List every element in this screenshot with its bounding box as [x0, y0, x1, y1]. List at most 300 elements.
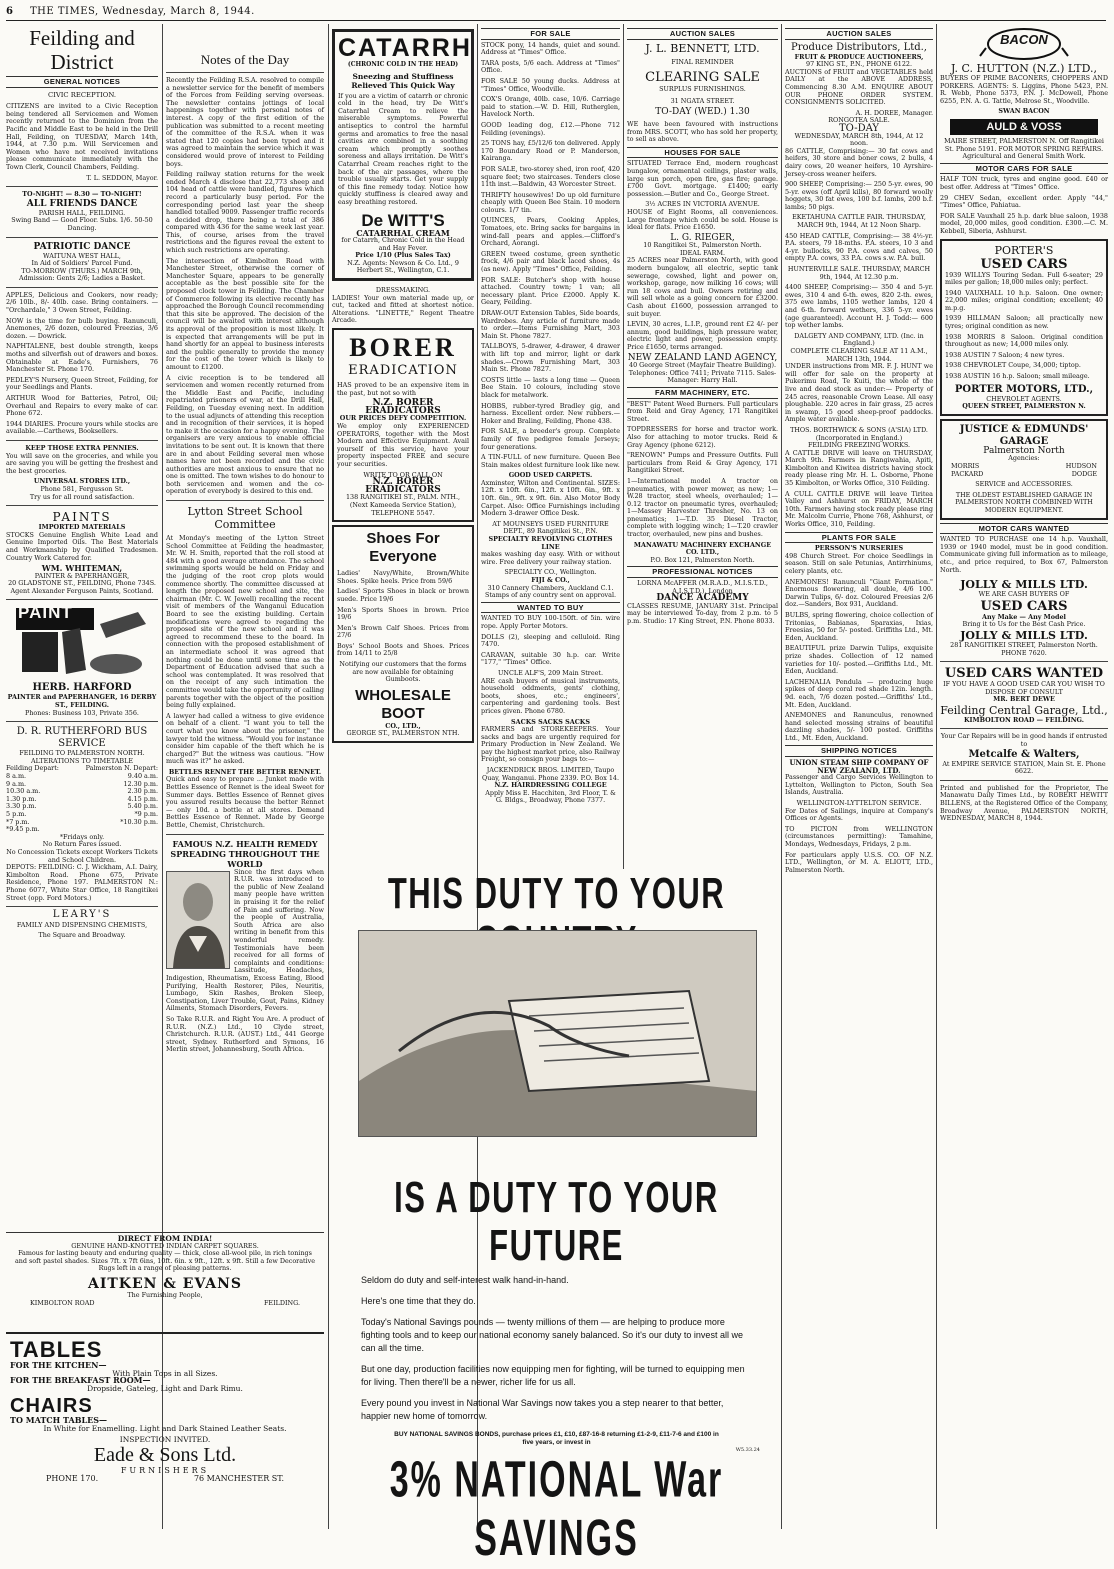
timetable-cell: 9 a.m.: [6, 779, 27, 788]
house-item: L. G. RIEGER,: [670, 232, 735, 243]
india-body: Famous for lasting beauty and enduring quality — thick, close all-wool pile, in rich tonings and soft pastel shades. Sizes 7ft. x 7ft 6ins, 10ft. 6in. x 9ft., 12ft. x 9ft. Still a few Decorative Rugs left in a range of pleasing patterns.: [14, 1249, 316, 1273]
shoes-title: Shoes For Everyone: [366, 530, 440, 566]
imprint: Printed and published for the Proprietor, The Manawatu Daily Times Ltd., by ROBERT HEWITT BILLENS, at the Registered Office of the Company, Broadway Avenue, PALMERSTON NORTH, WEDNESDAY, MARCH 8, 1944.: [940, 783, 1108, 823]
justice-make: PACKARD: [951, 469, 984, 478]
lytton-title: Lytton Street School Committee: [187, 505, 303, 532]
lytton-paragraph: At Monday's meeting of the Lytton Street School Committee at Feilding the headmaster, Mr. W. H. Smith, reported that the roll stood at 484 with a good average attendance. The school swimming sports would be held on Friday and the judging of the root crop plots would commence shortly. The committee discussed at length the proposed new school and site, the chairman (Mr. C. W. Jewell) recalling the recent visit of members of the Wanganui Education Board to see the existing building. Certain modifications were agreed to regarding the proposed site of the new school and it was agreed to recommend these to the board. In connection with the proposed establishment of an intermediate school it was agreed that nothing could be done until some time as the Department of Education advised that such a school was contemplated. It was resolved that on the receipt of any such intimation the committee would take the opportunity of calling parents together with the object of the position being fully explained.: [166, 534, 324, 710]
produce-address: 97 KING ST., P.N., PHONE 6122.: [806, 60, 912, 69]
chairs-sub: TO MATCH TABLES—: [10, 1415, 107, 1426]
for-sale-item: COX'S Orange, 40lb. case, 10/6. Carriage paid to station.—W. D. Hill, Rutherglen, Havelock North.: [481, 95, 620, 119]
bennett-final: FINAL REMINDER: [671, 57, 734, 66]
inspection-invited: INSPECTION INVITED.: [119, 1434, 211, 1444]
bettles-header: BETTLES RENNET THE BETTER RENNET.: [168, 767, 322, 776]
tables-title: TABLES: [10, 1337, 103, 1362]
classified-ad: 1944 DIARIES. Procure yours while stocks are available.—Carthews, Booksellers.: [6, 419, 158, 436]
timetable-cell: *7 p.m.: [6, 817, 30, 826]
house-item: NEW ZEALAND LAND AGENCY,: [627, 352, 778, 363]
remedy-body: Since the first days when R.U.R. was introduced to the public of New Zealand many people have written in praising it for the relief of Pain and suffering. Now the people of Australia, South Africa are also writing in benefit from this wonderful remedy. Testimonials have been received for all forms of complaints and conditions: Lassitude, Headaches, Indigestion, Rheumatism, Excess Eating, Blood Purifying, Health Restorer, Piles, Neuritis, Lumbago, Skin Rashes, Broken Sleep, Constipation, Liver Trouble, Gout, Pains, Kidney Ailments, Stomach Disorders, Fevers.: [166, 867, 324, 1013]
tables-ad: [6, 1332, 324, 1532]
wanted-item: ARE cash buyers of musical instruments, household oddments, gents' clothing, boots, shoes, etc.; engineers', carpentering and gardening tools. Best prices given. Phone 6780.: [481, 676, 620, 715]
for-sale-item: DRAW-OUT Extension Tables, Side boards, Wardrobes. Any article of furniture made to order.—Items Furnishing Mart, 303 Main St. Phone 7827.: [481, 309, 620, 340]
notes-title: Notes of the Day: [200, 52, 290, 67]
wholesale-co: CO., LTD.,: [385, 721, 421, 730]
porters-title: PORTER'S: [994, 243, 1054, 257]
picton-service: TO PICTON from WELLINGTON (circumstances permitting): Tamahine, Mondays, Wednesdays, Fridays, 2 p.m.: [785, 824, 933, 848]
professional-body: LORNA McAFFER (M.R.A.D., M.I.S.T.D., A.I.S.T.D.), London: [637, 579, 768, 595]
eade-name: Eade & Sons Ltd.: [93, 1444, 237, 1467]
tables-kitchen: FOR THE KITCHEN—: [10, 1360, 107, 1370]
sacks-body: FARMERS and STOREKEEPERS. Your sacks and bags are urgently required for Primary Production in New Zealand. We pay the highest market price, also Railway Freight, so consign your bags to:—: [481, 725, 620, 764]
patriotic-dance-admission: Admission: Gents 2/6; Ladies a Basket.: [18, 274, 146, 283]
column-6: [785, 26, 933, 1531]
paint-word: PAINT: [18, 603, 73, 623]
house-item: 3½ ACRES IN VICTORIA AVENUE.: [645, 200, 760, 209]
house-item: HOUSE of Eight Rooms, all conveniences. Large frontage which could be sold. House is ideal for flats. Price £1650.: [627, 207, 778, 232]
jolly-cash: WE ARE CASH BUYERS OF: [978, 590, 1070, 599]
learys-name: LEARY'S: [52, 909, 112, 921]
feilding-garage: Feilding Central Garage, Ltd.,: [940, 703, 1108, 717]
masthead-title: THE TIMES, Wednesday, March 8, 1944.: [30, 6, 255, 17]
timetable-cell: 9.40 a.m.: [127, 772, 158, 781]
timetable-cell: 10.30 a.m.: [6, 787, 41, 796]
borer-company: N.Z. BORER ERADICATORS: [365, 398, 441, 416]
catarrh-body: If you are a victim of catarrh or chronic cold in the head, try De Witt's Catarrhal Cream to relieve the miserable symptoms. Powerful antiseptics to control the harmful germs and aromatics to free the nasal cavities are combined in a soothing cream which promptly soothes soreness and allays irritation. De Witt's Catarrhal Cream reaches right to the back of the air passages, where the trouble usually starts. Get your supply of this fine remedy today. Notice how quickly stuffiness is cleared away and easy breathing restored.: [338, 91, 468, 206]
produce-name: Produce Distributors, Ltd.,: [791, 41, 927, 53]
dance-title: ALL FRIENDS DANCE: [26, 198, 138, 209]
rongotea-sale: RONGOTEA SALE.: [828, 116, 890, 125]
for-sale-item: STOCK pony, 14 hands, quiet and sound. Address at "Times" Office.: [481, 40, 620, 57]
porters-item: 1938 AUSTIN 16 h.p. Saloon; small mileage.: [945, 372, 1090, 381]
persson-body: 498 Church Street. For choice Seedlings in season. Still on sale Petunias, Antirrhinums, celery plants, etc.: [785, 551, 933, 575]
under-instructions: UNDER instructions from MR. F. J. HUNT we will offer for sale on the property at Pukerimu Road, Te Kuiti, the whole of the live and dead stock as under:— Property of 245 acres, reasonable Crown Lease. All easy ploughable. 220 acres in fair grass, 25 acres in swamp, 15 good sheep-proof paddocks. Ample water available.: [785, 362, 933, 424]
hutton-body: BUYERS OF PRIME BACONERS, CHOPPERS AND PORKERS. AGENTS: S. Liggins, Phone 5423, P.N. R. Webb, Phone 5373, P.N. J. McDowell, Phone 6255, P.N. A. G. Tattle, Melrose St., Woodville.: [940, 74, 1108, 105]
auction-sales-header: AUCTION SALES: [627, 28, 778, 40]
catarrh-title: CATARRH: [338, 34, 472, 62]
house-item: 40 George Street (Mayfair Theatre Building). Telephones: Office 7411; Private 7115. Sales-Manager: Harry Hall.: [628, 361, 777, 385]
for-sale-item: FOR SALE, a breeder's group. Complete family of five pedigree female Jerseys; four generations.: [481, 427, 620, 451]
borthwick: THOS. BORTHWICK & SONS (A'SIA) LTD. (Incorporated in England.): [790, 425, 928, 442]
jolly-bring: Bring it to Us for the Best Cash Price.: [962, 620, 1086, 629]
duty-paragraph: But one day, production facilities now equipping men for fighting, will be turned to equipping men for living. Then there'll be a newer, richer life for us all.: [361, 1364, 745, 1387]
national-war-savings: 3% NATIONAL War SAVINGS: [389, 1451, 724, 1567]
farm-item: 1—International model A tractor on pneumatics, with power mower, as new; 1—W.28 tractor, steel wheels, overhauled; 1—0.12 tractor on pneumatic tyres, overhauled; 1—Massey Harvester Thresher, No. 13 on pneumatics; 1—T.D. 35 Diesel Tractor, complete with logging winch; 1—T.20 crawler tractor, overhauled, new pins and bushes.: [627, 476, 778, 539]
plant-item: ANEMONES! Ranunculi "Giant Formation." Enormous flowering, all double, 4/6 100. Darwin Tulips, 6/- doz. Coloured Freesias 2/6 doz.—Sanders, Box 931, Auckland.: [785, 577, 933, 609]
for-sale-item: 25 TONS hay, £5/12/6 ton delivered. Apply 170 Boundary Road or P. Manderson, Kairanga.: [481, 139, 620, 163]
for-sale-item: GOOD leading dog, £12.—Phone 712 Feilding (evenings).: [481, 120, 620, 137]
tables-breakfast-sub: Dropside, Gateleg, Light and Dark Rimu.: [87, 1383, 243, 1393]
justice-make: HUDSON: [1065, 462, 1097, 470]
man-portrait-icon: [167, 872, 229, 968]
classified-ad: ARTHUR Wood for Batteries, Petrol, Oil; Overhaul and Repairs to every make of car. Phone 672.: [6, 394, 158, 418]
eade-furnishers: FURNISHERS: [120, 1466, 210, 1476]
persson-name: PERSSON'S NURSERIES: [814, 544, 904, 553]
justice-make: MORRIS: [951, 462, 980, 470]
timetable-col-header: Feilding Depart:: [6, 764, 59, 773]
jolly-phone: PHONE 7620.: [1001, 648, 1047, 657]
universal-tagline: Try us for all round satisfaction.: [29, 492, 135, 501]
column-4: [481, 26, 620, 864]
aitken-address: [6, 1300, 324, 1308]
bacon-logo: [940, 26, 1108, 62]
dance-hall: PARISH HALL, FEILDING.: [38, 208, 126, 217]
borer-title: BORER: [349, 333, 457, 363]
column-5: [627, 26, 778, 864]
carpets-header: GOOD USED CARPETS.: [508, 471, 593, 480]
duty-paragraph: Seldom do duty and self-interest walk hand-in-hand.: [361, 1275, 569, 1285]
auld-voss-banner: AULD & VOSS: [950, 119, 1098, 135]
plant-item: BEAUTIFUL prize Darwin Tulips, exquisite prize shades. Collection of 12 named varieties for 10/- posted.—Griffiths Ltd., Mt. Eden, Auckland.: [785, 644, 933, 676]
eade-address: 76 MANCHESTER ST.: [193, 1473, 284, 1483]
union-company: UNION STEAM SHIP COMPANY OF NEW ZEALAND, LTD.: [789, 758, 929, 775]
patriotic-dance-title: PATRIOTIC DANCE: [33, 241, 131, 252]
motor-item: 29 CHEV Sedan, excellent order. Apply "44," "Times" Office, Pahiatua.: [940, 193, 1108, 210]
for-sale-item: THRIFTY housewives! Do up old furniture cheaply with Queen Bee Stain. 10 modern colours. 1/7 tin.: [481, 190, 620, 214]
swan-bacon: SWAN BACON: [998, 107, 1050, 116]
timetable-cell: 1.30 p.m.: [6, 794, 37, 803]
wholesale-title: WHOLESALE BOOT: [355, 686, 451, 722]
dewitt-price: Price 1/10 (Plus Sales Tax): [355, 251, 451, 260]
witness-paragraph: A lawyer had called a witness to give evidence on behalf of a client. "I want you to tell the court what you know about the prisoner," the lawyer told the witness. "Would you for instance consider him capable of the theft which he is charged?" But the witness was cautious. "How much was it?" he asked.: [166, 711, 324, 766]
plant-item: LACHENALIA Pendula — producing huge spikes of deep coral red shade 12in. length. 9d. each, 7/6 dozen posted.—Griffiths' Ltd., Mt. Eden, Auckland.: [785, 677, 933, 709]
shoes-item: Boys' School Boots and Shoes. Prices from 14/11 to 25/8: [337, 641, 469, 658]
house-item: 25 ACRES near Palmerston North, with good modern bungalow, all electric, septic tank sewerage, cowshed, light and power on, workshop, garage, now milking 16 cows; will run 18 cows and bull. Owners retiring and will sell whole as a going concern for £3200. Cash about £1600, possession arranged to suit buyer.: [627, 256, 778, 318]
whiteman-sub: PAINTER & PAPERHANGER,: [34, 571, 130, 580]
plants-header: PLANTS FOR SALE: [785, 532, 933, 544]
house-item: LEVIN, 30 acres, L.I.P., ground rent £2 4/- per annum, good buildings, high pressure water, electric light and power, possession empty. Price £1650, terms arranged.: [627, 320, 778, 351]
bus-note: No Concession Tickets except Workers Tickets and School Children.: [6, 847, 158, 864]
farm-machinery-header: FARM MACHINERY, ETC.: [627, 387, 778, 399]
column-divider: [623, 24, 624, 869]
jolly-any: Any Make — Any Model: [982, 612, 1066, 621]
timetable-cell: 5.40 p.m.: [127, 802, 158, 811]
bus-depots: DEPOTS: FEILDING: C. J. Wickham, A.I. Dairy, Kimbolton Road. Phone 675, Private Residence, Phone 197. PALMERSTON N.: Phone 6077, White Star Office, 18 Rangitikei Street (opp. Ford Motors.): [6, 863, 158, 902]
fiji-address: 310 Cannery Chambers, Auckland C.1.: [487, 583, 614, 592]
classified-ad: PEDLEY'S Nursery, Queen Street, Feilding, for your Seedlings and Plants.: [6, 375, 158, 392]
dewitt-agents: N.Z. Agents: Newson & Co. Ltd., 9 Herbert St., Wellington, C.1.: [347, 258, 459, 275]
today-label: TO-DAY: [838, 122, 880, 134]
produce-manager: A. H. DOREE, Manager.: [855, 108, 933, 117]
borer-sub: ERADICATION: [348, 363, 458, 379]
bus-note: No Return Fares issued.: [42, 840, 122, 849]
borer-prices: OUR PRICES DEFY COMPETITION.: [339, 414, 467, 423]
paints-title: PAINTS: [52, 510, 112, 525]
dance-academy: DANCE ACADEMY: [656, 593, 749, 604]
general-notices-header: GENERAL NOTICES: [6, 76, 158, 88]
used-cars-title: USED CARS: [980, 256, 1068, 272]
hutton-name: J. C. HUTTON (N.Z.) LTD.,: [950, 62, 1098, 75]
timetable-cell: 4.15 p.m.: [127, 794, 158, 803]
paints-sub: IMPORTED MATERIALS: [38, 523, 126, 532]
column-2: [166, 26, 324, 1054]
wlyt-body: For Dates of Sailings, inquire at Company's Offices or Agents.: [785, 806, 933, 823]
column-divider: [936, 24, 937, 1529]
harford-sub: PAINTER and PAPERHANGER, 16 DERBY ST., FEILDING.: [7, 693, 157, 710]
farm-item: "RENOWN" Pumps and Pressure Outfits. Full particulars from Reid & Gray Agency, 171 Rangitikei Street.: [627, 451, 778, 475]
mounseys: AT MOUNSEYS USED FURNITURE DEPT., 89 Rangitikei St., P.N.: [492, 519, 609, 536]
shoes-item: Men's Sports Shoes in brown. Price 19/6: [337, 605, 469, 622]
column-3: [332, 26, 474, 864]
used-cars-wanted-body: IF YOU HAVE A GOOD USED CAR YOU WISH TO DISPOSE OF CONSULT: [943, 680, 1105, 696]
house-item: 10 Rangitikei St., Palmerston North.: [643, 241, 762, 250]
duty-paragraph: Here's one time that they do.: [361, 1296, 476, 1306]
bennett-time: TO-DAY (WED.) 1.30: [655, 107, 750, 118]
porter-motors-address: QUEEN STREET, PALMERSTON N.: [962, 402, 1086, 411]
feilding-garage-address: KIMBOLTON ROAD — FEILDING.: [963, 715, 1084, 724]
jolly-mills-2: JOLLY & MILLS LTD.: [960, 628, 1088, 642]
dressmaking-body: LADIES! Your own material made up, or cut, tacked and fitted at shortest notice. Alterations. "LINETTE," Regent Theatre Arcade.: [332, 293, 474, 325]
clothesline-co: SPECIALTY CO., Wellington.: [504, 568, 597, 577]
eade-contact: [6, 1475, 324, 1483]
sale-item: 450 HEAD CATTLE, Comprising:— 38 4½-yr. P.A. steers, 79 18-mths. P.A. steers, 10 3 and 4-yr. bullocks, 90 P.A. cows and calves, 50 empty P.A. cows, 33 P.A. cows s.w. P.A. bull.: [785, 231, 933, 263]
shoes-note: Notifying our customers that the forms are now available for obtaining Gumboots.: [339, 660, 467, 684]
civic-reception-header: CIVIC RECEPTION.: [47, 90, 117, 99]
civic-reception-sign: T. L. SEDDON, Mayor.: [86, 173, 158, 182]
masthead: [6, 6, 1106, 20]
today-when: WEDNESDAY, MARCH 8th, 1944, At 12 noon.: [794, 131, 924, 148]
shipping-header: SHIPPING NOTICES: [785, 745, 933, 757]
justice-name: JUSTICE & EDMUNDS' GARAGE: [959, 423, 1089, 447]
shoes-ad: [332, 525, 474, 743]
paint-illustration: [6, 604, 158, 682]
produce-body: AUCTIONS of FRUIT and VEGETABLES held DAILY at the ABOVE ADDRESS, Commencing 8.30 A.M. ENQUIRE ABOUT OUR PHONE ORDER SYSTEM. CONSIGNMENTS SOLICITED.: [785, 67, 933, 107]
catarrh-ad: [332, 29, 474, 281]
dewitt-name: De WITT'S: [361, 210, 445, 230]
wholesale-address: GEORGE ST., PALMERSTON NTH.: [346, 729, 460, 738]
for-sale-item: FOR SALE 50 young ducks. Address at "Times" Office, Woodville.: [481, 76, 620, 93]
shoes-item: Ladies' Sports Shoes in black or brown suede. Price 19/6: [337, 587, 469, 603]
patriotic-dance-place: WAITUNA WEST HALL,: [43, 251, 121, 260]
for-sale-item: HOBBS, rubber-tyred Bradley gig, and harness. Excellent order. New rubbers.—Hoker and Braling, Feilding, Phone 438.: [481, 401, 620, 425]
for-sale-item: GREEN tweed costume, green synthetic frock, 4/6 pair and black laced shoes, 4s (as new). Apply "Times" Office, Feilding.: [481, 249, 620, 274]
timetable-cell: 12.30 p.m.: [123, 779, 158, 788]
remedy-tail: So Take R.U.R. and Right You Are. A product of R.U.R. (N.Z.) Ltd., 10 Clyde street, Christchurch. R.U.R. (AUST.) Ltd., 441 George street, Sydney. Rutherford and Symons, 16 Merlin street, Johannesburg, South Africa.: [166, 1014, 324, 1054]
motor-cars-header: MOTOR CARS FOR SALE: [940, 163, 1108, 175]
learys-sub: FAMILY AND DISPENSING CHEMISTS,: [16, 920, 148, 929]
for-sale-item: FOR SALE, two-storey shed, iron roof, 420 square feet; two staircases. Tenders close 11th inst.—Baldwin, 43 Worcester Street.: [481, 164, 620, 189]
justice-ad: [940, 419, 1108, 520]
clearing-sale: COMPLETE CLEARING SALE AT 11 A.M., MARCH 13th, 1944.: [790, 346, 928, 363]
justice-makes-row: [945, 471, 1103, 479]
harford-phones: Phones: Business 103, Private 356.: [25, 708, 139, 717]
farm-item: "BEST" Patent Weed Burners. Full particulars from Reid and Gray Agency, 171 Rangitikei Street.: [627, 399, 778, 423]
whiteman-name: WM. WHITEMAN,: [41, 563, 123, 574]
tables-breakfast: FOR THE BREAKFAST ROOM—: [10, 1375, 151, 1386]
porters-item: 1940 VAUXHALL 10 h.p. Saloon. One owner; 22,000 miles; original condition; excellent; 40 m.p.g.: [945, 288, 1103, 312]
hand-illustration: [358, 930, 757, 1137]
learys-address: The Square and Broadway.: [38, 931, 126, 940]
civic-reception-body: CITIZENS are invited to a Civic Reception being tendered all Servicemen and Women recently returned to the Dominion from the Pacific and Middle East to be held in the Drill Hall, Feilding, on TUESDAY, March 14th, 1944, at 7.30 p.m. Will Servicemen and Women who have not received invitations please communicate immediately with the Town Clerk, Council Chambers, Feilding.: [6, 102, 158, 171]
sale-item: 86 CATTLE, Comprising:— 30 fat cows and heifers, 30 store and boner cows, 2 bulls, 4 dairy cows, 20 weaner heifers, 10 Ayrshire-Jersey-cross weaner heifers.: [785, 146, 933, 178]
porters-item: 1938 MORRIS 8 Saloon. Original condition throughout as new; 14,000 miles only.: [945, 332, 1103, 349]
bert-dewe: MR. BERT DEWE: [993, 695, 1055, 704]
masthead-rule: [6, 20, 1106, 21]
duty-headline-1: THIS DUTY TO YOUR: [387, 869, 726, 918]
borer-company-2: N.Z. BORER ERADICATORS: [365, 477, 441, 495]
bus-alteration: ALTERATIONS TO TIMETABLE: [30, 756, 134, 765]
fiji-note: Stamps of any country sent on approval.: [484, 591, 617, 600]
catarrh-headline: Sneezing and Stuffiness Relieved This Quick Way: [351, 71, 455, 90]
shoes-item: Men's Brown Calf Shoes. Prices from 27/6: [337, 623, 469, 640]
motor-wanted-body: WANTED TO PURCHASE one 14 h.p. Vauxhall, 1939 or 1940 model, must be in good condition. Communicate giving full information as to mileage, etc., and price required, to Box 67, Palmerston North.: [940, 535, 1108, 574]
aitken-name: AITKEN & EVANS: [87, 1275, 243, 1292]
wanted-item: CARAVAN, suitable 30 h.p. car. Write "177," "Times" Office.: [481, 650, 620, 667]
wanted-item: WANTED TO BUY 100-150ft. of 5in. wire rope. Apply Porter Motors.: [481, 614, 620, 630]
borer-ad: [332, 328, 474, 522]
bennett-note: WE have been favoured with instructions from MRS. SCOTT, who has sold her property, to sell as above.: [627, 119, 778, 144]
jolly-used-cars: USED CARS: [980, 598, 1068, 614]
india-sub: GENUINE HAND-KNOTTED INDIAN CARPET SQUARES.: [71, 1241, 259, 1250]
cattle-drive: A CATTLE DRIVE will leave on THURSDAY, March 9th. Farmers in Rangiwahia, Apiti, Kimbolton and Kiwitea districts having stock ready please ring Mr. H. L. Osborne, Phone 35 Kimbolton, or Works Office, 310 Feilding.: [785, 448, 933, 488]
clothesline-header: SPECIALTY REVOLVING CLOTHES LINE: [488, 535, 613, 551]
bennett-sale: CLEARING SALE: [645, 70, 760, 86]
bus-timetable: [6, 765, 158, 833]
bacon-logo-text: BACON: [1000, 32, 1048, 47]
india-carpets-ad: [6, 1232, 324, 1328]
sale-item: 900 SHEEP, Comprising:— 250 5-yr. ewes, 90 5-yr. ewes (off April kills), 80 forward woolly hoggets, 30 fat ewes, 100 b.f. lambs, 200 b.f. lambs; 50 pigs.: [785, 180, 933, 211]
manawatu-name: MANAWATU MACHINERY EXCHANGE CO. LTD.,: [633, 540, 772, 557]
motor-item: FOR SALE Vauxhall 25 h.p. dark blue saloon, 1938 model, 20,000 miles, good condition. £300.—C. M. Kebbell, Siberia, Ashhurst.: [940, 211, 1108, 235]
repairs-body: Your Car Repairs will be in good hands if entrusted to: [940, 732, 1108, 749]
timetable-cell: *9.45 p.m.: [6, 825, 40, 834]
tonight-banner: TO-NIGHT! — 8.30 — TO-NIGHT!: [22, 190, 142, 199]
dalgety: DALGETY AND COMPANY, LTD. (Inc. in England.): [794, 331, 924, 348]
house-item: SITUATED Terrace End, modern roughcast bungalow, ornamental ceilings, plaster walls, large sun porch, open fire, gas fire; garage. £700 Govt. mortgage. £1400; early possession.—Butler and Co., George Street.: [627, 159, 778, 198]
patriotic-dance-when: TO-MORROW (THURS.) MARCH 9th,: [21, 266, 143, 275]
aitken-address-part: FEILDING.: [263, 1298, 300, 1307]
timetable-cell: *10.30 p.m.: [120, 817, 158, 826]
notes-paragraph: A civic reception is to be tendered all servicemen and women recently returned from the Middle East and Pacific, including repatriated prisoners of war, at the Drill Hall, Feilding, on Tuesday evening next. In addition to the usual adjuncts of attending this reception and in recognition of their services, it is hoped to make it the occasion for a happy evening. The organisers are very anxious to enable official invitations to be sent out. It is known that there are in and about Feilding several men whose names have not been recorded and the civic authorities are most anxious to ensure that no one is omitted. The town wishes to do honour to both servicemen and women and the co-operation of everybody is desired to this end.: [166, 373, 324, 496]
bus-sub: FEILDING TO PALMERSTON NORTH.: [19, 749, 145, 758]
notes-paragraph: The intersection of Kimbolton Road with Manchester Street, otherwise the corner of Manchester Square, appears to be generally acceptable as the best possible site for the proposed clock tower in Feilding. The Chamber of Commerce following its elective recently has approached the Borough Council recommending that this site be approved. The decision of the council will be awaited with interest although its approval of the proposition is most likely. It is expected that arrangements will be put in hand shortly for an appeal to business interests and the public generally to provide the money for the cost of the tower which is likely to amount to £1200.: [166, 256, 324, 371]
harford-name: HERB. HARFORD: [32, 682, 132, 694]
metcalfe-name: Metcalfe & Walters,: [968, 748, 1080, 760]
fiji-co: FIJI & CO.,: [531, 576, 570, 584]
sale-item: 4400 SHEEP, Comprising:— 350 4 and 5-yr. ewes, 310 4 and 6-th. ewes, 820 2-th. ewes, 375 ewe lambs, 1105 wether lambs, 120 4 and 6-th. forward wethers, 336 5-yr. ewes (age guaranteed). Account H. J. Todd:— 600 top wether lambs.: [785, 283, 933, 330]
timetable-col-header: Palmerston N. Depart:: [85, 764, 158, 773]
carpets-body: Axminster, Wilton and Continental. SIZES: 12ft. x 10ft. 6in., 12ft. x 10ft. 6in., 9ft. x 10ft. 6in., 9ft. x 9ft. 6in. Also Motor Body Carpet. Also: Office Furnishings including Modern 3-drawer Office Desk.: [481, 478, 620, 518]
pennies-body: You will save on the groceries, and while you are saving you will be getting the freshest and the best groceries.: [6, 451, 158, 475]
dewitt-sub: CATARRHAL CREAM: [356, 227, 450, 238]
chairs-sub2: In White for Enamelling. Light and Dark Stained Leather Seats.: [43, 1423, 287, 1433]
justice-service: SERVICE and ACCESSORIES.: [975, 480, 1073, 489]
sacks-co: JACKENDRICK BROS. LIMITED, Taupo Quay, Wanganui. Phone 2339. P.O. Box 14.: [482, 766, 619, 782]
cattle-drive: A CULL CATTLE DRIVE will leave Tiritea Valley and Ashhurst on FRIDAY, MARCH 10th. Farmers having stock ready please ring Mr. Malcolm Currie, Phone 768, Ashhurst, or Works Office, 310, Feilding.: [785, 489, 933, 529]
column-7: [940, 26, 1108, 1531]
catarrh-sub: (CHRONIC COLD IN THE HEAD): [347, 61, 459, 68]
farm-item: TOPDRESSERS for horse and tractor work. Also for attaching to motor trucks. Reid & Gray Agency (phone 6212).: [627, 425, 778, 449]
wanted-to-buy-header: WANTED TO BUY: [481, 602, 620, 614]
dance-detail: Swing Band — Good Floor. Subs. 1/6. 50-50 Dancing.: [11, 216, 153, 232]
produce-sub: FRUIT & PRODUCE AUCTIONEERS,: [794, 52, 924, 61]
for-sale-item: TARA posts, 5/6 each. Address at "Times" Office.: [481, 58, 620, 75]
house-item: IDEAL FARM.: [679, 248, 726, 257]
bennett-address: 31 NGATA STREET.: [670, 96, 735, 105]
for-sale-header: FOR SALE: [481, 28, 620, 40]
porters-ad: [940, 239, 1108, 416]
timetable-cell: *9 p.m.: [134, 810, 158, 818]
porters-item: 1938 CHEVROLET Coupe, 34,000; tiptop.: [945, 361, 1081, 370]
column-divider: [328, 24, 329, 1529]
classified-ad: NOW is the time for bulb buying. Ranunculi, Anemones, 2/6 dozen, coloured Freezias, 3/6 dozen. — Dowrick.: [6, 316, 158, 340]
india-header: DIRECT FROM INDIA!: [117, 1234, 213, 1243]
justice-tagline: THE OLDEST ESTABLISHED GARAGE IN PALMERSTON NORTH COMBINED WITH MODERN EQUIPMENT.: [955, 490, 1093, 514]
tables-kitchen-sub: With Plain Tops in all Sizes.: [112, 1368, 218, 1378]
hand-with-bond-icon: [359, 931, 756, 1136]
plant-item: ANEMONES and Ranunculus, renowned hand selected mossing strains of beautiful dazzling shades, 5/- 100 posted. Griffiths Ltd., Mt. Eden, Auckland.: [785, 711, 933, 742]
duty-headline-2: IS A DUTY TO YOUR FUTURE: [394, 1173, 719, 1270]
eade-phone: PHONE 170.: [46, 1473, 99, 1483]
wanted-item: DOLLS (2), sleeping and celluloid. Ring 7470.: [481, 632, 620, 649]
duty-body: [333, 1274, 780, 1423]
bus-title: D. R. RUTHERFORD BUS SERVICE: [16, 726, 148, 750]
duty-paragraph: Every pound you invest in National War Savings now takes you a step nearer to that better, happier new home of tomorrow.: [361, 1398, 724, 1421]
classified-ad: APPLES, Delicious and Cookers, now ready; 2/6 10lb., 8/- 40lb. case. Bring containers. — "Orchardale," 3 Owen Street, Feilding.: [6, 290, 158, 315]
notes-paragraph: Feilding railway station returns for the week ended March 4 disclose that 22,773 sheep and 104 head of cattle were handled, figures which record a particularly busy period. For the corresponding period last year the sheep handled totalled 9009. Passenger traffic records a decided drop, there being a total of 386 compared with 436 for the same week last year. This, of course, arises from the travel restrictions and the figures reveal the extent to which such restrictions are operating.: [166, 170, 324, 255]
borer-address: 138 RANGITIKEI ST., PALM. NTH., (Next Kameeda Service Station), TELEPHONE 5547.: [345, 493, 461, 517]
national-savings-ad: [333, 869, 780, 1567]
academy-body: CLASSES RESUME, JANUARY 31st. Principal may be interviewed To-day, from 2 p.m. to 5 p.m. Studio: 17 King Street, P.N. Phone 8033.: [627, 601, 778, 625]
professional-header: PROFESSIONAL NOTICES: [627, 566, 778, 578]
classified-ad: NAPHTALENE, best double strength, keeps moths and silverfish out of drawers and boxes. Obtainable at Eade's, Furnishers, 76 Manchester St. Phone 170.: [6, 342, 158, 374]
used-cars-wanted: USED CARS WANTED: [944, 666, 1104, 682]
picton-body: For particulars apply U.S.S. CO. OF N.Z. LTD., Wellington, or M. A. ELIOTT, LTD., Palmerston North.: [785, 850, 933, 874]
aitken-sub: The Furnishing People,: [127, 1290, 203, 1299]
pennies-header: KEEP THOSE EXTRA PENNIES.: [25, 443, 139, 452]
borer-write: WRITE TO OR CALL ON: [363, 470, 443, 479]
justice-town: Palmerston North: [983, 445, 1065, 456]
for-sale-item: A TIN-FULL of new furniture. Queen Bee Stain makes oldest furniture look like new.: [481, 453, 620, 469]
houses-header: HOUSES FOR SALE: [627, 147, 778, 159]
borer-body-2: We employ only EXPERIENCED OPERATORS, together with the Most Modern and Effective Equipment. Avail yourself of this service, have your property inspected FREE and secure your securities.: [337, 422, 469, 468]
remedy-header: FAMOUS N.Z. HEALTH REMEDY SPREADING THROUGHOUT THE WORLD: [170, 838, 320, 869]
timetable-cell: 3.30 p.m.: [6, 802, 37, 811]
sale-item: EKETAHUNA CATTLE FAIR. THURSDAY, MARCH 9th, 1944, At 12 Noon Sharp.: [792, 213, 926, 230]
justice-agencies: Agencies:: [1008, 454, 1040, 463]
aitken-address-part: KIMBOLTON ROAD: [30, 1298, 95, 1307]
page-number: 6: [6, 6, 14, 17]
ad-code: W5.33.24: [735, 1447, 760, 1453]
porter-motors: PORTER MOTORS, LTD.,: [954, 383, 1094, 395]
justice-make: DODGE: [1071, 469, 1097, 478]
union-body: Passenger and Cargo Services Wellington to Lyttelton, Wellington to Picton, South Sea Islands, Australia.: [785, 773, 933, 797]
freezing-works: FEILDING FREEZING WORKS.: [807, 441, 911, 450]
portrait-illustration: [166, 871, 230, 969]
bettles-body: Quick and easy to prepare ... Junket made with Bettles Essence of Rennet is the ideal Sweet for Summer days. Bettles Essence of Rennet gives you assured results because the better Rennet — only 10d. a bottle at all stores. Demand Bettles Essence of Rennet. Made by George Bettle, Chemist, Christchurch.: [166, 775, 324, 830]
chairs-title: CHAIRS: [10, 1395, 93, 1418]
plant-item: BULBS, spring flowering, choice collection of Tritonias, Babianas, Sparaxias, Ixias, Freesias, 50 for 5/- posted. Griffiths Ltd., Mt. Eden, Auckland.: [785, 610, 933, 642]
universal-stores: UNIVERSAL STORES LTD.,: [33, 477, 131, 486]
timetable-cell: 8 a.m.: [6, 772, 27, 781]
sale-item: HUNTERVILLE SALE. THURSDAY, MARCH 9th, 1944, At 12.30 p.m.: [787, 265, 931, 281]
notes-paragraph: Recently the Feilding R.S.A. resolved to compile a newsletter service for the benefit of members of the Forces from Feilding serving overseas. The newsletter contains jottings of local happenings together with personal notes of interest. A copy of the first edition of the publication was submitted to a recent meeting of the committee of the R.S.A. when it was stated that 120 copies had been typed and it was agreed to maintain the service which it was considered would prove of interest to Feilding boys.: [166, 76, 324, 168]
motor-cars-wanted-header: MOTOR CARS WANTED: [940, 523, 1108, 535]
for-sale-item: COSTS little — lasts a long time — Queen Bee Stain. 10 colours, including stove black for metalwork.: [481, 375, 620, 399]
porter-motors-sub: CHEVROLET AGENTS.: [986, 394, 1062, 403]
timetable-cell: 2.30 p.m.: [127, 787, 158, 796]
paints-body: STOCKS Genuine English White Lead and Genuine Imported Oils. The Best Materials and Workmanship by Qualified Tradesmen. Country Work Catered for.: [6, 530, 158, 562]
porters-item: 1939 HILLMAN Saloon; all practically new tyres; original condition as new.: [945, 314, 1103, 331]
jolly-mills: JOLLY & MILLS LTD.: [960, 578, 1088, 592]
universal-address: Phone 581, Fergusson St.: [40, 484, 124, 493]
wanted-item: UNCLE ALF'S, 209 Main Street.: [497, 668, 603, 677]
duty-paragraph: Today's National Savings pounds — twenty millions of them — are helping to produce more fighting tools and to keep our national economy sanely balanced. So it's our duty to invest all we can all the time.: [361, 1317, 743, 1353]
porters-item: 1938 AUSTIN 7 Saloon; 4 new tyres.: [945, 350, 1065, 359]
wlyt-service: WELLINGTON-LYTTELTON SERVICE.: [796, 799, 922, 808]
auld-address: MAIRE STREET, PALMERSTON N. Off Rangitikei St. Phone 5191. FOR MOTOR SPRING REPAIRS. Agricultural and General Smith Work.: [944, 136, 1104, 161]
bonds-text: BUY NATIONAL SAVINGS BONDS, purchase prices £1, £10, £87-16-8 returning £1-2-9, £11-7-6 and £100 in five years, or invest in: [394, 1431, 719, 1446]
jolly-address: 281 RANGITIKEI STREET, Palmerston North.: [950, 640, 1098, 649]
timetable-cell: 5 p.m.: [6, 810, 27, 818]
